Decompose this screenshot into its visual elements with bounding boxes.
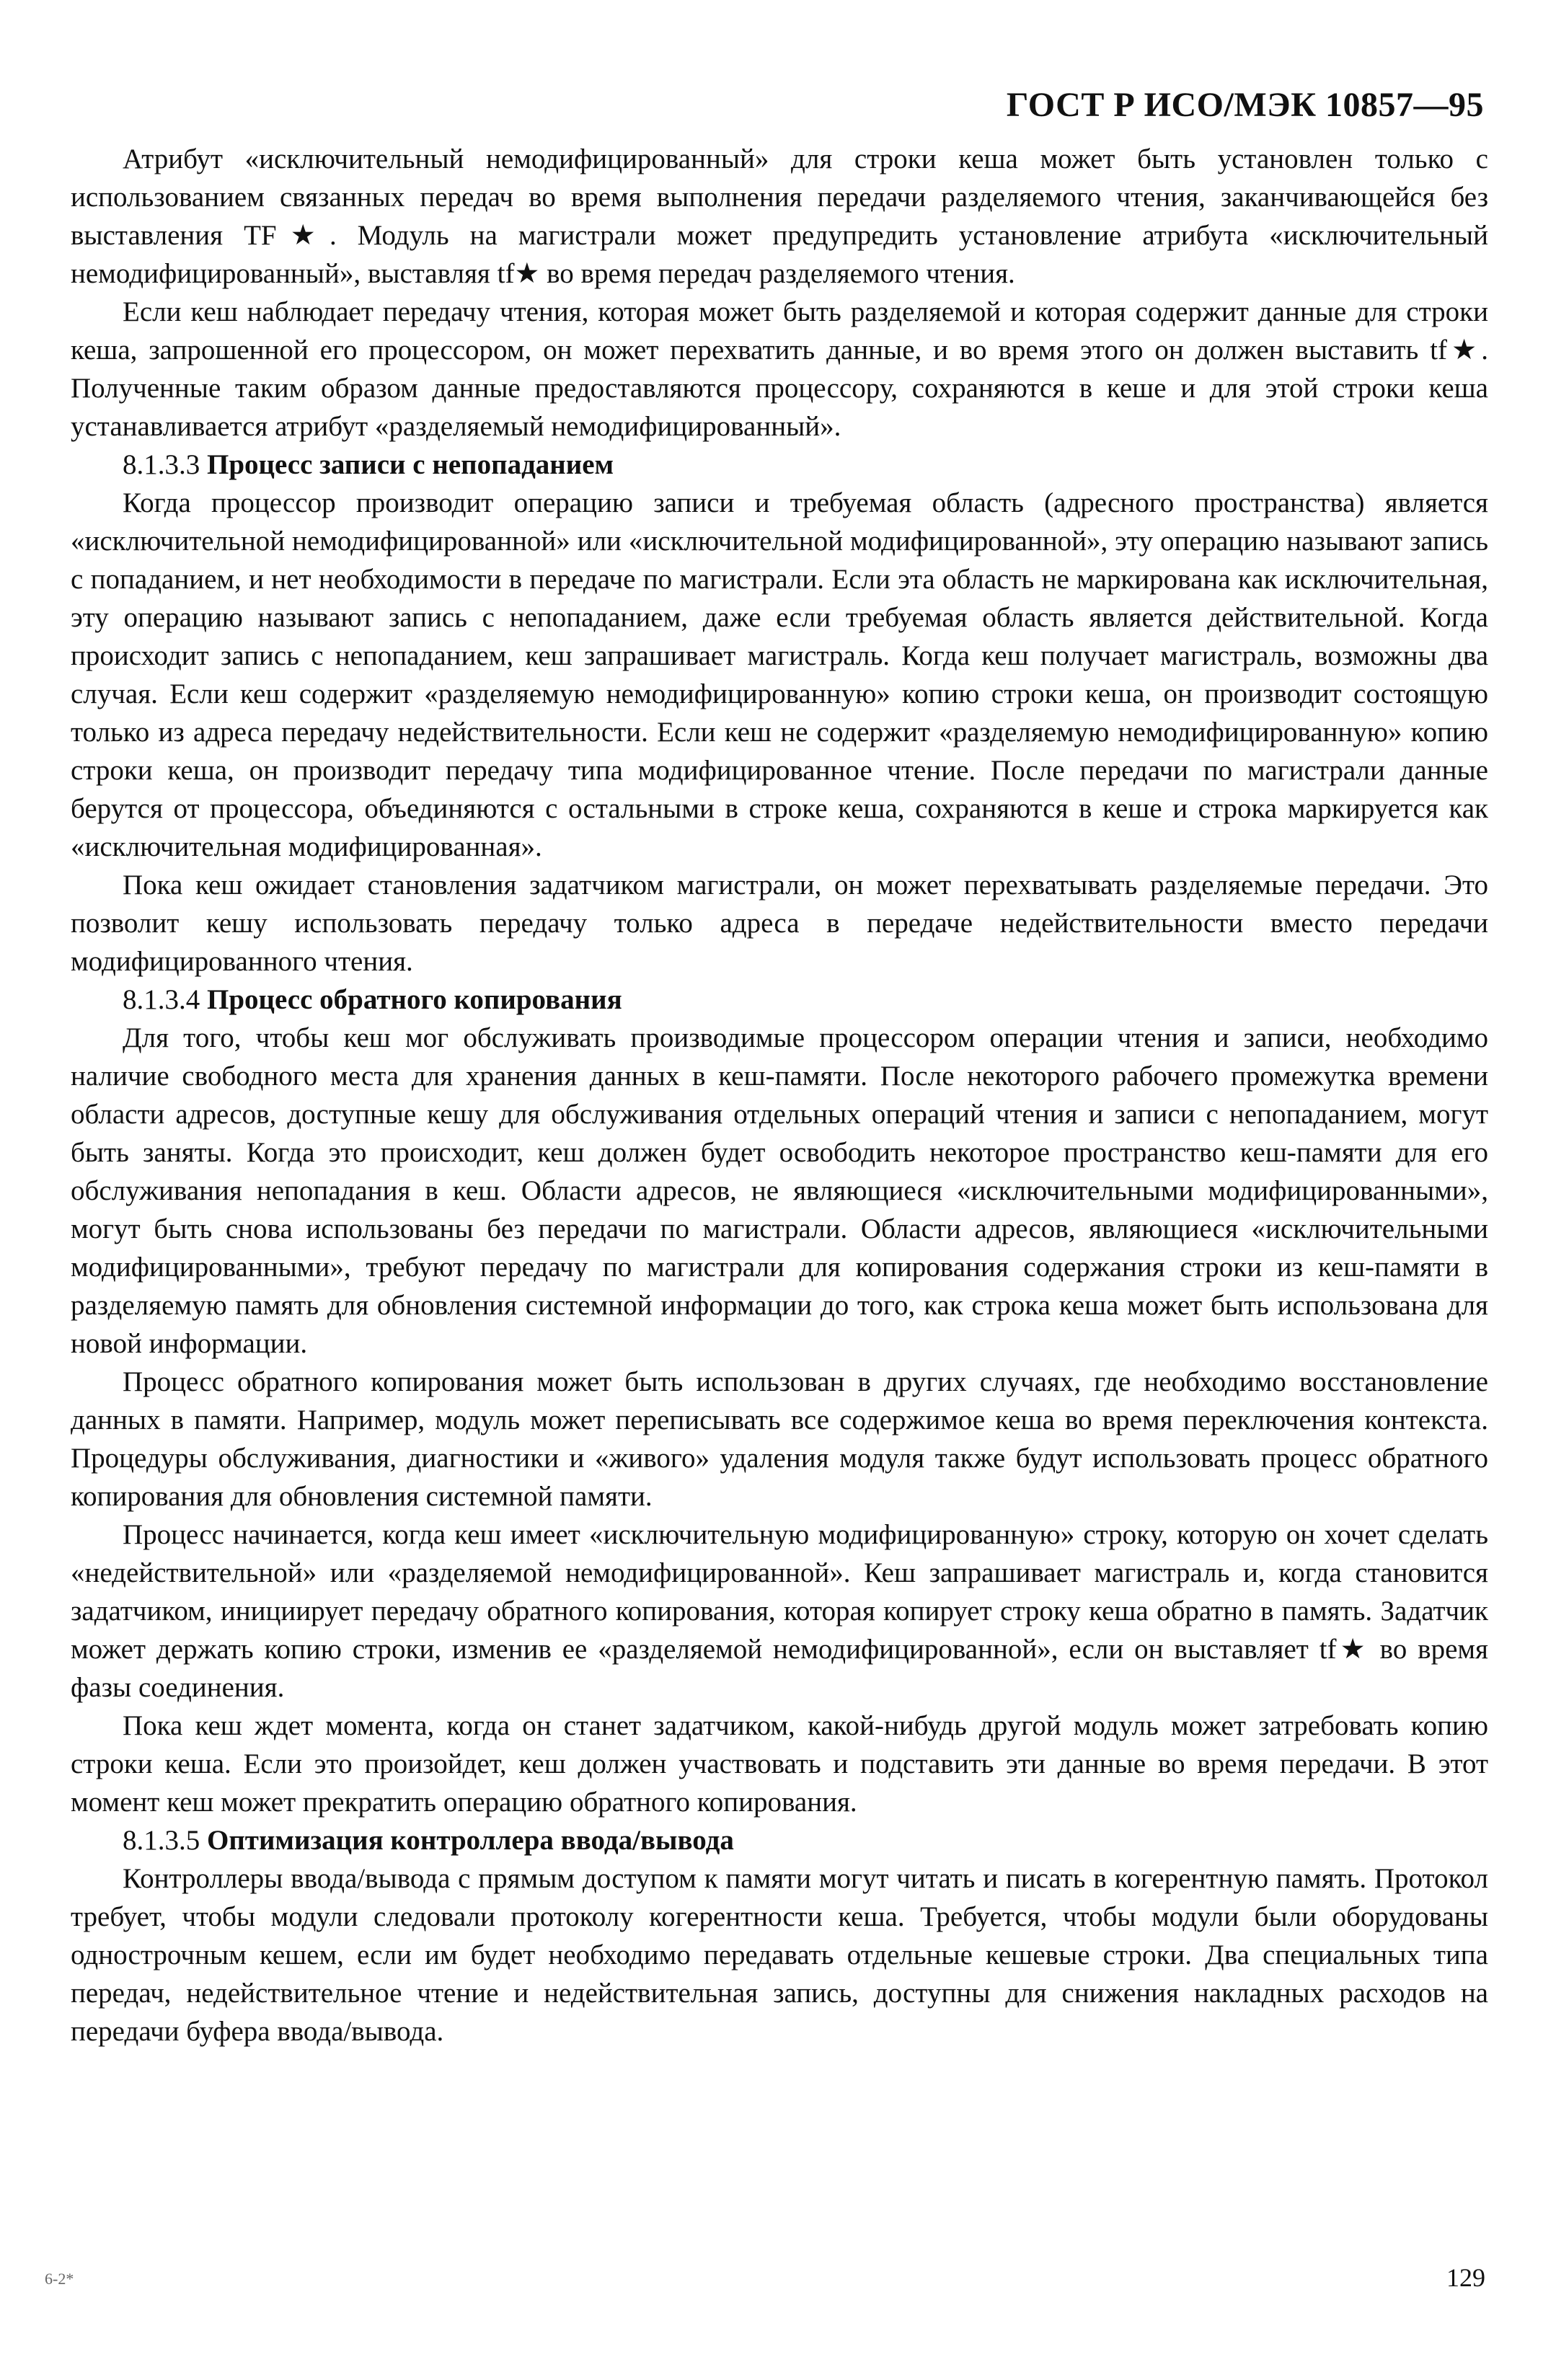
- footer-signature-mark: 6-2*: [45, 2270, 74, 2288]
- paragraph-2: Если кеш наблюдает передачу чтения, которая может быть разделяемой и которая содержит данные для строки кеша, запрошенной его процессором, он может перехватить данные, и во время этого он должен выставить tf★. Полученные таким образом данные предоставляются процессору, сохраняются в кеше и для этой строки кеша устанавливается атрибут «разделяемый немодифицированный».: [71, 296, 1488, 442]
- section-number: 8.1.3.3: [123, 449, 200, 480]
- paragraph-4: Пока кеш ожидает становления задатчиком магистрали, он может перехватывать разделяемые передачи. Это позволит кешу использовать передачу только адреса в передаче недействительности вместо передачи модифицированного чтения.: [71, 870, 1488, 977]
- section-title: Процесс обратного копирования: [207, 984, 622, 1015]
- paragraph-8: Пока кеш ждет момента, когда он станет задатчиком, какой-нибудь другой модуль может затребовать копию строки кеша. Если это произойдет, кеш должен участвовать и подставить эти данные во время передачи. В этот момент кеш может прекратить операцию обратного копирования.: [71, 1710, 1488, 1818]
- paragraph-5: Для того, чтобы кеш мог обслуживать производимые процессором операции чтения и записи, необходимо наличие свободного места для хранения данных в кеш-памяти. После некоторого рабочего промежутка времени области адресов, доступные кешу для обслуживания отдельных операций чтения и записи с непопаданием, могут быть заняты. Когда это происходит, кеш должен будет освободить некоторое пространство кеш-памяти для его обслуживания непопадания в кеш. Области адресов, не являющиеся «исключительными модифицированными», могут быть снова использованы без передачи по магистрали. Области адресов, являющиеся «исключительными модифицированными», требуют передачу по магистрали для копирования содержания строки из кеш-памяти в разделяемую память для обновления системной информации до того, как строка кеша может быть использована для новой информации.: [71, 1022, 1488, 1359]
- paragraph-9: Контроллеры ввода/вывода с прямым доступом к памяти могут читать и писать в когерентную память. Протокол требует, чтобы модули следовали протоколу когерентности кеша. Требуется, чтобы модули были оборудованы однострочным кешем, если им будет необходимо передавать отдельные кешевые строки. Два специальных типа передач, недействительное чтение и недействительная запись, доступны для снижения накладных расходов на передачи буфера ввода/вывода.: [71, 1863, 1488, 2047]
- section-number: 8.1.3.4: [123, 984, 200, 1015]
- paragraph-7: Процесс начинается, когда кеш имеет «исключительную модифицированную» строку, которую он хочет сделать «недействительной» или «разделяемой немодифицированной». Кеш запрашивает магистраль и, когда становится задатчиком, инициирует передачу обратного копирования, которая копирует строку кеша обратно в память. Задатчик может держать копию строки, изменив ее «разделяемой немодифицированной», если он выставляет tf★ во время фазы соединения.: [71, 1519, 1488, 1703]
- paragraph-3: Когда процессор производит операцию записи и требуемая область (адресного пространства) является «исключительной немодифицированной» или «исключительной модифицированной», эту операцию называют запись с попаданием, и нет необходимости в передаче по магистрали. Если эта область не маркирована как исключительная, эту операцию называют запись с непопаданием, даже если требуемая область является действительной. Когда происходит запись с непопаданием, кеш запрашивает магистраль. Когда кеш получает магистраль, возможны два случая. Если кеш содержит «разделяемую немодифицированную» копию строки кеша, он производит состоящую только из адреса передачу недействительности. Если кеш не содержит «разделяемую немодифицированную» копию строки кеша, он производит передачу типа модифицированное чтение. После передачи по магистрали данные берутся от процессора, объединяются с остальными в строке кеша, сохраняются в кеше и строка маркируется как «исключительная модифицированная».: [71, 487, 1488, 862]
- paragraph-1: Атрибут «исключительный немодифицированный» для строки кеша может быть установлен только с использованием связанных передач во время выполнения передачи разделяемого чтения, заканчивающейся без выставления TF★. Модуль на магистрали может предупредить установление атрибута «исключительный немодифицированный», выставляя tf★ во время передач разделяемого чтения.: [71, 143, 1488, 289]
- section-heading-8-1-3-4: [71, 981, 1488, 1019]
- section-title: Оптимизация контроллера ввода/вывода: [207, 1825, 734, 1856]
- page-number: 129: [1446, 2263, 1485, 2292]
- section-heading-8-1-3-5: [71, 1821, 1488, 1859]
- section-number: 8.1.3.5: [123, 1825, 200, 1856]
- paragraph-6: Процесс обратного копирования может быть использован в других случаях, где необходимо восстановление данных в памяти. Например, модуль может переписывать все содержимое кеша во время переключения контекста. Процедуры обслуживания, диагностики и «живого» удаления модуля также будут использовать процесс обратного копирования для обновления системной памяти.: [71, 1366, 1488, 1512]
- section-heading-8-1-3-3: [71, 446, 1488, 484]
- section-title: Процесс записи с непопаданием: [207, 449, 614, 480]
- body-text: [71, 140, 1488, 2051]
- standard-header: ГОСТ Р ИСО/МЭК 10857—95: [1006, 86, 1484, 124]
